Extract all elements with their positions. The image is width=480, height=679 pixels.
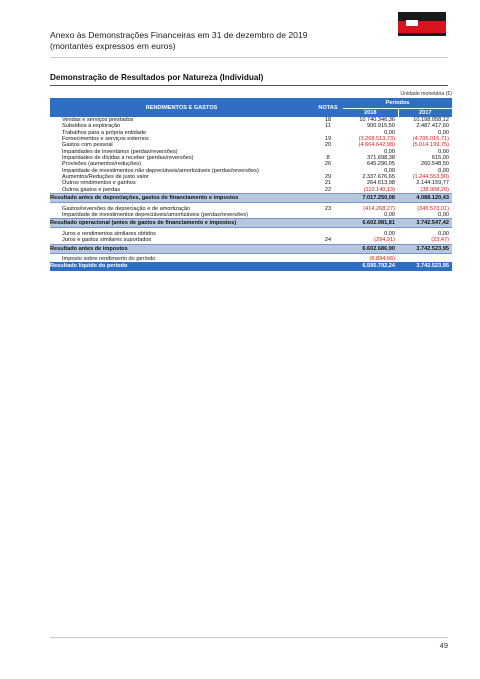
row-note: 19 xyxy=(324,136,332,143)
row-label: Gastos/reversões de depreciação e de amortização xyxy=(62,205,191,212)
row-note: 18 xyxy=(324,117,332,123)
row-label: Resultado antes de impostos xyxy=(50,244,313,253)
row-value-2018: (110.140,13) xyxy=(363,186,395,193)
row-note: 11 xyxy=(325,123,331,130)
row-value-2017: (4.705.016,71) xyxy=(412,136,449,143)
row-note: 26 xyxy=(324,161,332,168)
row-value-2018: (6.894,66) xyxy=(369,256,395,262)
column-header-year-2017: 2017 xyxy=(398,109,452,118)
row-value-2018: (414.268,27) xyxy=(363,205,395,212)
row-value-2017: 260.548,50 xyxy=(421,161,449,168)
row-note: 21 xyxy=(324,180,332,187)
row-value-2017: 0,00 xyxy=(438,211,449,218)
row-note: 20 xyxy=(324,142,332,149)
row-value-2017: 3.742.523,95 xyxy=(398,262,452,271)
row-value-2017: (38.908,20) xyxy=(420,186,449,193)
row-value-2018: 371.698,38 xyxy=(367,155,395,162)
column-header-rendimentos-gastos: RENDIMENTOS E GASTOS xyxy=(50,98,313,117)
section-underline xyxy=(50,85,448,86)
table-row xyxy=(50,212,452,219)
income-statement-table xyxy=(50,98,452,271)
row-value-2017: (345.573,01) xyxy=(417,205,449,212)
row-label: Trabalhos para a própria entidade xyxy=(62,129,147,136)
row-value-2017: (23,47) xyxy=(431,237,449,244)
row-label: Subsídios à exploração xyxy=(62,123,121,130)
subtotal-row xyxy=(50,244,452,253)
row-value-2018: (294,91) xyxy=(374,237,395,244)
row-note xyxy=(313,219,343,228)
column-header-notas: NOTAS xyxy=(313,98,343,117)
row-value-2017: 0,00 xyxy=(438,129,449,136)
row-note xyxy=(313,262,343,271)
header-divider xyxy=(50,57,448,58)
footer-divider xyxy=(50,637,448,638)
row-note: 23 xyxy=(324,205,332,212)
table-header-row xyxy=(50,98,452,109)
row-value-2017: 0,00 xyxy=(438,148,449,155)
row-value-2018: 264.613,98 xyxy=(367,180,395,187)
row-value-2018: 2.337.676,65 xyxy=(362,174,395,181)
row-value-2018: 0,00 xyxy=(384,211,395,218)
row-label: Juros e gastos similares suportados xyxy=(62,237,152,244)
table-row xyxy=(50,237,452,244)
row-value-2017: 2.487.417,60 xyxy=(416,123,449,130)
column-header-periodos: Períodos xyxy=(343,98,452,109)
subtotal-row xyxy=(50,194,452,203)
row-note: 24 xyxy=(324,237,332,244)
row-value-2018: 0,00 xyxy=(384,230,395,237)
row-value-2017: 2.144.159,77 xyxy=(416,180,449,187)
row-label: Gastos com pessoal xyxy=(62,142,113,149)
row-note: 22 xyxy=(324,186,332,193)
row-value-2018: (4.664.642,98) xyxy=(358,142,395,149)
row-value-2018: 6.602.686,90 xyxy=(343,244,398,253)
row-label: Provisões (aumentos/reduções) xyxy=(62,161,141,168)
row-label: Outros rendimentos e ganhos xyxy=(62,180,136,187)
row-label: Imparidades de inventários (perdas/reversões) xyxy=(62,148,178,155)
row-label: Outros gastos e perdas xyxy=(62,186,121,193)
row-value-2018: 7.017.250,08 xyxy=(343,194,398,203)
row-value-2017: 0,00 xyxy=(438,230,449,237)
subtotal-row xyxy=(50,219,452,228)
row-label: Imparidades de dívidas a receber (perdas/reversões) xyxy=(62,155,194,162)
row-note: 8 xyxy=(326,155,330,162)
row-label: Aumentos/Reduções de justo valor xyxy=(62,174,149,181)
row-label: Juros e rendimentos similares obtidos xyxy=(62,230,156,237)
row-value-2017: (1.244.553,90) xyxy=(412,174,449,181)
row-label: Fornecimentos e serviços externos xyxy=(62,136,149,143)
row-label: Imparidade de investimentos não depreciáveis/amortizáveis (perdas/reversões) xyxy=(62,167,259,174)
row-note xyxy=(313,212,343,219)
row-label: Imparidade de investimentos depreciáveis/amortizáveis (perdas/reversões) xyxy=(62,211,248,218)
table-body xyxy=(50,117,452,271)
row-label: Imposto sobre rendimento do período xyxy=(62,256,156,262)
row-value-2018: 645.296,05 xyxy=(367,161,395,168)
row-value-2018: 0,00 xyxy=(384,148,395,155)
row-value-2018: 900.915,50 xyxy=(367,123,395,130)
row-value-2017: 10.198.058,12 xyxy=(413,117,449,123)
document-title-line-1: Anexo às Demonstrações Financeiras em 31 de dezembro de 2019 xyxy=(50,30,308,40)
row-value-2017: 615,00 xyxy=(431,155,449,162)
row-label: Resultado antes de depreciações, gastos de financiamento e impostos xyxy=(50,194,313,203)
column-header-year-2018: 2018 xyxy=(343,109,398,118)
row-value-2018: 0,00 xyxy=(384,129,395,136)
company-logo xyxy=(398,12,446,38)
row-value-2018: 6.602.981,81 xyxy=(343,219,398,228)
row-label: Resultado líquido do período xyxy=(50,262,313,271)
document-title-line-2: (montantes expressos em euros) xyxy=(50,41,176,51)
document-title xyxy=(50,30,307,52)
row-note: 29 xyxy=(324,174,332,181)
row-value-2018: 0,00 xyxy=(384,167,395,174)
row-note xyxy=(313,194,343,203)
row-value-2017: 0,00 xyxy=(438,167,449,174)
row-value-2017: 3.742.523,95 xyxy=(398,244,452,253)
total-row xyxy=(50,262,452,271)
row-value-2018: 10.740.346,36 xyxy=(359,117,395,123)
currency-note: Unidade monetária (€) xyxy=(400,91,452,97)
page-number: 49 xyxy=(439,641,448,650)
row-value-2018: (3.268.513,73) xyxy=(358,136,395,143)
row-label: Resultado operacional (antes de gastos de financiamento e impostos) xyxy=(50,219,313,228)
table-row xyxy=(50,187,452,194)
section-title: Demonstração de Resultados por Natureza (Individual) xyxy=(50,73,264,82)
row-note xyxy=(313,244,343,253)
row-value-2017: (5.014.199,75) xyxy=(412,142,449,149)
row-value-2017: 3.742.547,42 xyxy=(398,219,452,228)
row-value-2017: 4.088.120,43 xyxy=(398,194,452,203)
row-label: Vendas e serviços prestados xyxy=(62,117,134,123)
row-value-2018: 6.595.792,24 xyxy=(343,262,398,271)
